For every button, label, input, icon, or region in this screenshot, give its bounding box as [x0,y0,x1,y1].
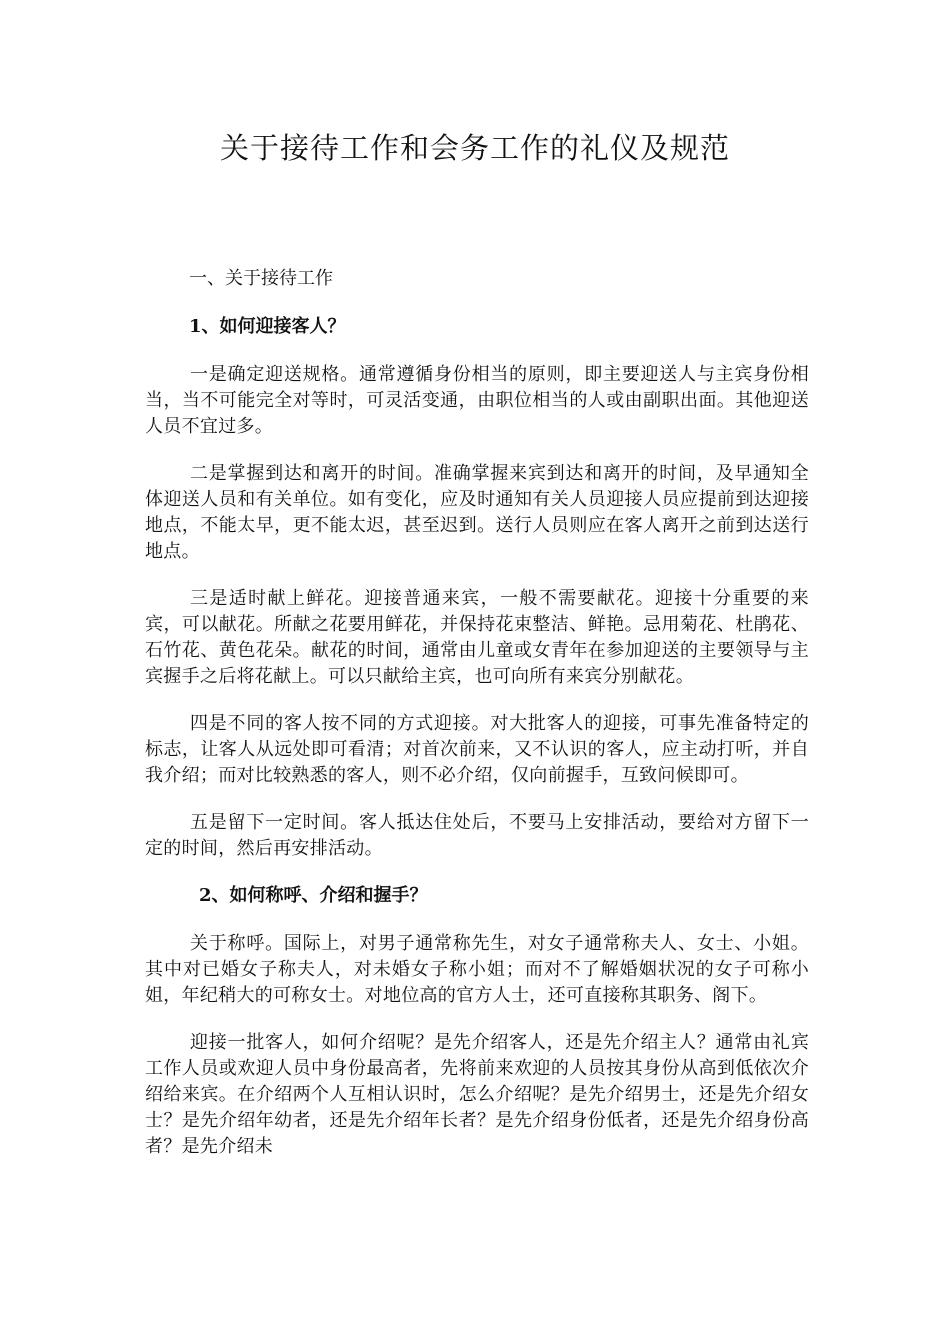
document-title: 关于接待工作和会务工作的礼仪及规范 [219,131,730,165]
paragraph-forms-of-address: 关于称呼。国际上，对男子通常称先生，对女子通常称夫人、女士、小姐。其中对已婚女子称夫人，对未婚女子称小姐；而对不了解婚姻状况的女子可称小姐，年纪稍大的可称女士。对地位高的官方人士，还可直接称其职务、阁下。 [145,933,809,1006]
paragraph-different-guests: 四是不同的客人按不同的方式迎接。对大批客人的迎接，可事先准备特定的标志，让客人从远处即可看清；对首次前来，又不认识的客人，应主动打听，并自我介绍；而对比较熟悉的客人，则不必介绍，仅向前握手，互致问候即可。 [145,713,809,786]
document-body [145,266,809,1181]
paragraph-flowers: 三是适时献上鲜花。迎接普通来宾，一般不需要献花。迎接十分重要的来宾，可以献花。所献之花要用鲜花，并保持花束整洁、鲜艳。忌用菊花、杜鹃花、石竹花、黄色花朵。献花的时间，通常由儿童或女青年在参加迎送的主要领导与主宾握手之后将花献上。可以只献给主宾，也可向所有来宾分别献花。 [145,588,809,687]
paragraph-introductions: 迎接一批客人，如何介绍呢？是先介绍客人，还是先介绍主人？通常由礼宾工作人员或欢迎人员中身份最高者，先将前来欢迎的人员按其身份从高到低依次介绍给来宾。在介绍两个人互相认识时，怎么介绍呢？是先介绍男士，还是先介绍女士？是先介绍年幼者，还是先介绍年长者？是先介绍身份低者，还是先介绍身份高者？是先介绍未 [145,1032,809,1157]
subheading-how-to-greet: 1、如何迎接客人？ [189,316,346,337]
paragraph-greeting-level: 一是确定迎送规格。通常遵循身份相当的原则，即主要迎送人与主宾身份相当，当不可能完全对等时，可灵活变通，由职位相当的人或由副职出面。其他迎送人员不宜过多。 [145,364,809,437]
subheading-address-introduce-handshake: 2、如何称呼、介绍和握手？ [199,885,428,906]
paragraph-arrival-time: 二是掌握到达和离开的时间。准确掌握来宾到达和离开的时间，及早通知全体迎送人员和有关单位。如有变化，应及时通知有关人员迎接人员应提前到达迎接地点，不能太早，更不能太迟，甚至迟到。送行人员则应在客人离开之前到达送行地点。 [145,463,809,562]
section-heading-reception: 一、关于接待工作 [189,268,333,289]
paragraph-leave-time: 五是留下一定时间。客人抵达住处后，不要马上安排活动，要给对方留下一定的时间，然后再安排活动。 [145,812,809,859]
